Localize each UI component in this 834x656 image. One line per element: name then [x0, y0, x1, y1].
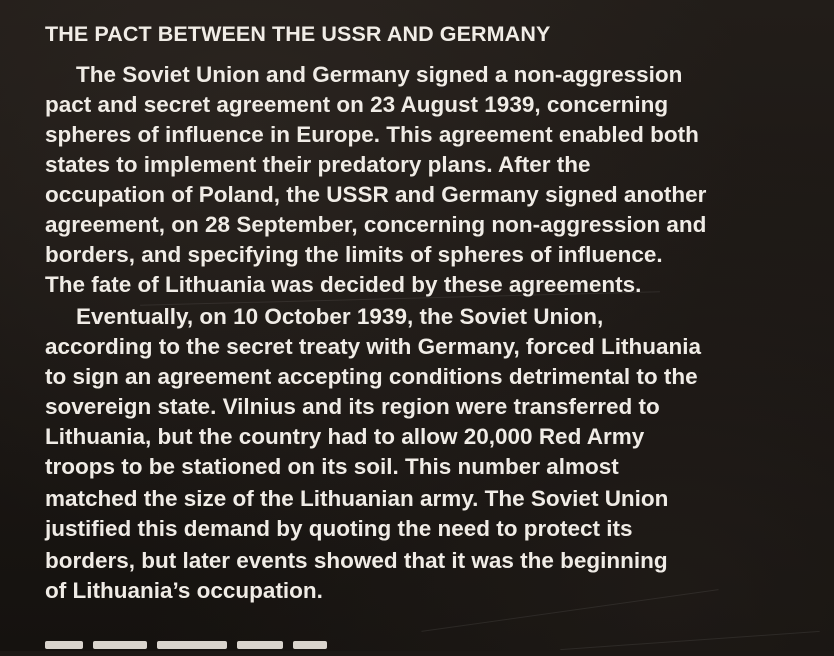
text-line: to sign an agreement accepting conditions detrimental to the — [45, 364, 698, 389]
panel-heading: THE PACT BETWEEN THE USSR AND GERMANY — [45, 22, 551, 46]
text-line: pact and secret agreement on 23 August 1939, concerning — [45, 92, 669, 117]
text-line: matched the size of the Lithuanian army. The Soviet Union — [45, 486, 669, 511]
text-line: The Soviet Union and Germany signed a non-aggression — [76, 62, 683, 87]
text-line: Lithuania, but the country had to allow 20,000 Red Army — [45, 424, 645, 449]
surface-scratch — [421, 589, 718, 632]
text-line: The fate of Lithuania was decided by these agreements. — [45, 272, 642, 297]
text-line: borders, and specifying the limits of spheres of influence. — [45, 242, 663, 267]
text-line: Eventually, on 10 October 1939, the Soviet Union, — [76, 304, 604, 329]
text-line: occupation of Poland, the USSR and Germany signed another — [45, 182, 707, 207]
text-line: according to the secret treaty with Germany, forced Lithuania — [45, 334, 701, 359]
text-line: of Lithuania’s occupation. — [45, 578, 323, 603]
cropped-next-heading — [45, 636, 365, 656]
text-line: sovereign state. Vilnius and its region were transferred to — [45, 394, 660, 419]
surface-scratch — [560, 631, 819, 650]
text-line: justified this demand by quoting the need to protect its — [45, 516, 633, 541]
text-line: borders, but later events showed that it was the beginning — [45, 548, 668, 573]
text-line: spheres of influence in Europe. This agreement enabled both — [45, 122, 699, 147]
text-line: troops to be stationed on its soil. This number almost — [45, 454, 619, 479]
text-line: states to implement their predatory plans. After the — [45, 152, 591, 177]
text-line: agreement, on 28 September, concerning non-aggression and — [45, 212, 707, 237]
